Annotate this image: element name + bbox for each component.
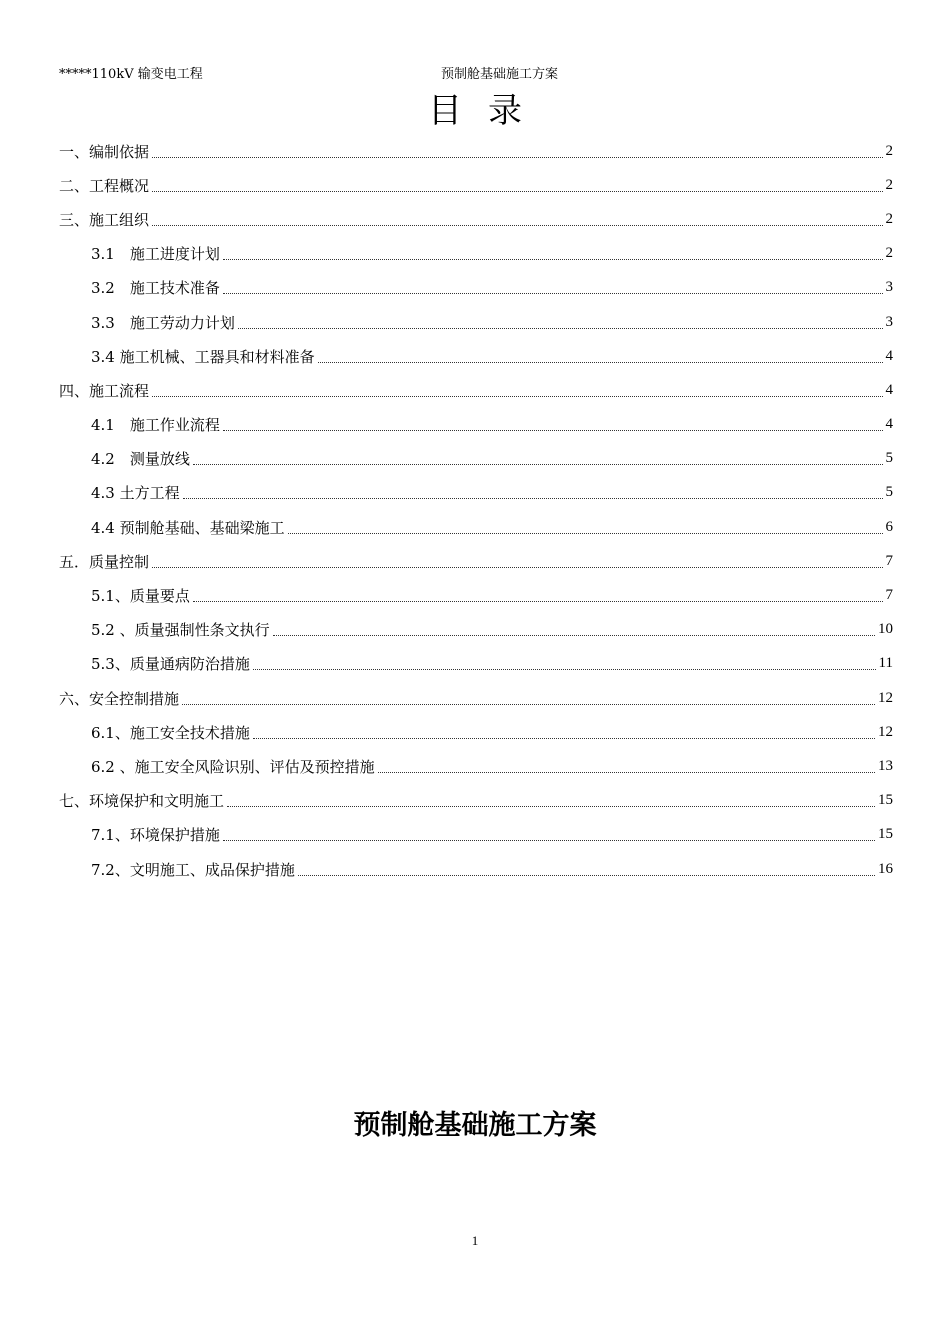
toc-entry-page: 11: [878, 655, 893, 672]
toc-dot-leader: [227, 806, 875, 807]
toc-dot-leader: [378, 772, 875, 773]
toc-dot-leader: [273, 635, 875, 636]
toc-dot-leader: [298, 875, 875, 876]
toc-dot-leader: [253, 738, 875, 739]
toc-dot-leader: [193, 464, 883, 465]
toc-entry[interactable]: [59, 134, 893, 168]
toc-entry[interactable]: [59, 271, 893, 305]
toc-entry-page: 13: [878, 757, 893, 774]
toc-dot-leader: [223, 293, 883, 294]
toc-entry[interactable]: [59, 715, 893, 749]
toc-entry[interactable]: [59, 305, 893, 339]
toc-dot-leader: [318, 362, 883, 363]
toc-entry-page: 3: [885, 313, 893, 330]
toc-entry[interactable]: [59, 544, 893, 578]
toc-entry-page: 12: [878, 723, 893, 740]
toc-entry-page: 3: [885, 279, 893, 296]
toc-dot-leader: [193, 601, 883, 602]
page-number: 1: [471, 1233, 479, 1248]
toc-entry[interactable]: [59, 510, 893, 544]
toc-entry-label: 二、工程概况: [59, 176, 150, 195]
toc-dot-leader: [152, 225, 882, 226]
toc-entry-page: 6: [885, 518, 893, 535]
toc-entry-label: 7.1、环境保护措施: [91, 826, 220, 845]
toc-title: 目录: [428, 91, 548, 131]
toc-dot-leader: [238, 328, 883, 329]
toc-entry[interactable]: [59, 818, 893, 852]
toc-entry-page: 5: [885, 450, 893, 467]
toc-entry-label: 7.2、文明施工、成品保护措施: [91, 860, 295, 879]
toc-entry-label: 三、施工组织: [59, 210, 150, 229]
toc-dot-leader: [152, 191, 882, 192]
toc-entry[interactable]: [59, 578, 893, 612]
toc-entry[interactable]: [59, 647, 893, 681]
toc-entry-page: 2: [885, 176, 893, 193]
toc-entry-page: 10: [878, 621, 893, 638]
toc-entry-label: 6.2 、施工安全风险识别、评估及预控措施: [91, 757, 375, 776]
toc-dot-leader: [223, 840, 875, 841]
toc-dot-leader: [253, 669, 876, 670]
toc-entry-label: 4.3 土方工程: [91, 484, 180, 503]
toc-entry-page: 16: [878, 860, 893, 877]
toc-entry-label: 5.3、质量通病防治措施: [91, 655, 250, 674]
toc-entry[interactable]: [59, 202, 893, 236]
toc-entry[interactable]: [59, 339, 893, 373]
toc-entry[interactable]: [59, 681, 893, 715]
table-of-contents: [59, 134, 893, 886]
toc-entry-label: 5.1、质量要点: [91, 587, 190, 606]
toc-entry-label: 4.4 预制舱基础、基础梁施工: [91, 518, 285, 537]
toc-entry-page: 4: [885, 381, 893, 398]
toc-entry-label: 3.3 施工劳动力计划: [91, 313, 235, 332]
toc-entry-page: 15: [878, 792, 893, 809]
toc-dot-leader: [223, 430, 883, 431]
toc-entry-page: 15: [878, 826, 893, 843]
toc-entry[interactable]: [59, 476, 893, 510]
toc-entry-label: 3.2 施工技术准备: [91, 279, 220, 298]
toc-entry-page: 2: [885, 142, 893, 159]
toc-entry-label: 5.2 、质量强制性条文执行: [91, 621, 270, 640]
toc-entry[interactable]: [59, 237, 893, 271]
toc-dot-leader: [223, 259, 883, 260]
toc-entry-page: 7: [885, 552, 893, 569]
toc-dot-leader: [152, 157, 882, 158]
toc-entry-page: 4: [885, 416, 893, 433]
toc-entry-page: 7: [885, 587, 893, 604]
toc-entry-page: 2: [885, 245, 893, 262]
toc-dot-leader: [288, 533, 883, 534]
toc-entry-page: 2: [885, 210, 893, 227]
toc-entry[interactable]: [59, 373, 893, 407]
toc-dot-leader: [182, 704, 875, 705]
toc-entry[interactable]: [59, 613, 893, 647]
toc-entry-label: 一、编制依据: [59, 142, 150, 161]
toc-entry[interactable]: [59, 749, 893, 783]
toc-entry-label: 4.2 测量放线: [91, 450, 190, 469]
header-doc-name: 预制舱基础施工方案: [441, 67, 559, 82]
toc-entry[interactable]: [59, 408, 893, 442]
toc-entry-label: 七、环境保护和文明施工: [59, 792, 225, 811]
toc-dot-leader: [183, 498, 883, 499]
toc-entry-label: 4.1 施工作业流程: [91, 416, 220, 435]
toc-dot-leader: [152, 396, 882, 397]
toc-entry-label: 3.4 施工机械、工器具和材料准备: [91, 347, 315, 366]
toc-entry[interactable]: [59, 784, 893, 818]
toc-entry-label: 六、安全控制措施: [59, 689, 180, 708]
toc-entry-page: 12: [878, 689, 893, 706]
header-project: *****110kV 输变电工程: [59, 67, 203, 82]
toc-entry[interactable]: [59, 168, 893, 202]
toc-entry-page: 5: [885, 484, 893, 501]
toc-entry-page: 4: [885, 347, 893, 364]
toc-entry-label: 3.1 施工进度计划: [91, 245, 220, 264]
toc-entry-label: 6.1、施工安全技术措施: [91, 723, 250, 742]
toc-dot-leader: [152, 567, 882, 568]
document-title: 预制舱基础施工方案: [353, 1110, 597, 1141]
toc-entry-label: 五．质量控制: [59, 552, 150, 571]
toc-entry[interactable]: [59, 852, 893, 886]
toc-entry-label: 四、施工流程: [59, 381, 150, 400]
toc-entry[interactable]: [59, 442, 893, 476]
